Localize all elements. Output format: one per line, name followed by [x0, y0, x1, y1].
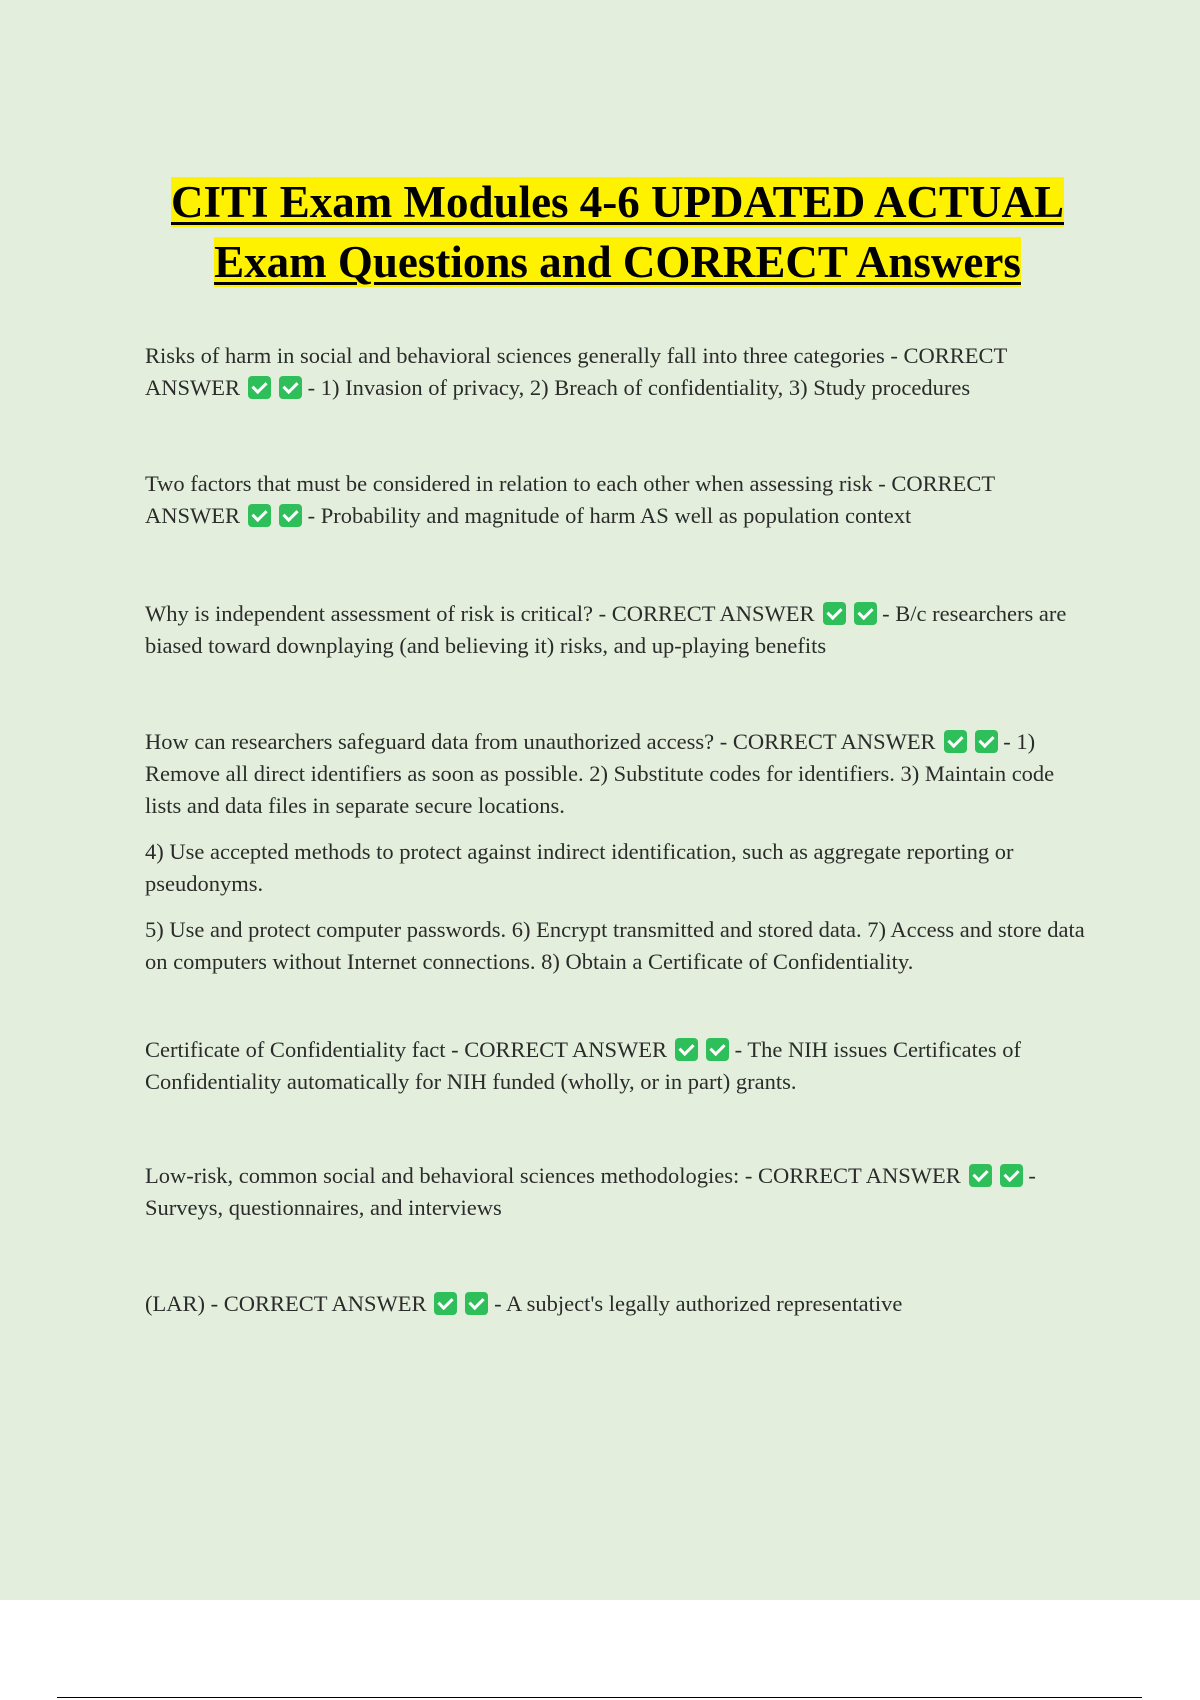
qa-paragraph — [145, 1034, 1090, 1098]
qa-continuation: 5) Use and protect computer passwords. 6) Encrypt transmitted and stored data. 7) Access and store data on computers without Internet connections. 8) Obtain a Certificate of Confidentiality. — [145, 917, 1085, 974]
document-title — [145, 172, 1090, 292]
answer-text: - Probability and magnitude of harm AS well as population context — [307, 503, 912, 528]
check-mark-icon — [944, 730, 967, 753]
check-mark-icon — [823, 602, 846, 625]
question-text: Risks of harm in social and behavioral sciences generally fall into three categories - CORRECT ANSWER — [145, 343, 1007, 400]
question-text: (LAR) - CORRECT ANSWER — [145, 1291, 427, 1316]
qa-item — [145, 1288, 1090, 1320]
qa-continuation: 4) Use accepted methods to protect against indirect identification, such as aggregate reporting or pseudonyms. — [145, 839, 1014, 896]
check-mark-icon — [248, 376, 271, 399]
qa-paragraph — [145, 1160, 1090, 1224]
qa-paragraph — [145, 1288, 1090, 1320]
check-mark-icon — [465, 1292, 488, 1315]
question-text: Two factors that must be considered in relation to each other when assessing risk - CORRECT ANSWER — [145, 471, 995, 528]
check-mark-icon — [1000, 1164, 1023, 1187]
answer-text: - B/c researchers are biased toward downplaying (and believing it) risks, and up-playing benefits — [145, 601, 1067, 658]
qa-paragraph — [145, 726, 1090, 822]
qa-item — [145, 340, 1090, 404]
check-mark-icon — [854, 602, 877, 625]
qa-item — [145, 598, 1090, 662]
question-text: Certificate of Confidentiality fact - CORRECT ANSWER — [145, 1037, 667, 1062]
check-mark-icon — [675, 1038, 698, 1061]
title-text: CITI Exam Modules 4-6 UPDATED ACTUAL Exam Questions and CORRECT Answers — [171, 177, 1064, 288]
qa-item — [145, 1034, 1090, 1098]
answer-text: - Surveys, questionnaires, and interviews — [145, 1163, 1036, 1220]
answer-text: - 1) Invasion of privacy, 2) Breach of confidentiality, 3) Study procedures — [307, 375, 971, 400]
answer-text: - 1) Remove all direct identifiers as soon as possible. 2) Substitute codes for identifiers. 3) Maintain code lists and data files in separate secure locations. — [145, 729, 1055, 818]
question-text: Why is independent assessment of risk is critical? - CORRECT ANSWER — [145, 601, 815, 626]
qa-paragraph — [145, 468, 1090, 532]
check-mark-icon — [969, 1164, 992, 1187]
footer-divider — [57, 1697, 1142, 1698]
answer-text: - A subject's legally authorized representative — [494, 1291, 903, 1316]
check-mark-icon — [248, 504, 271, 527]
question-text: How can researchers safeguard data from unauthorized access? - CORRECT ANSWER — [145, 729, 936, 754]
qa-item — [145, 468, 1090, 532]
check-mark-icon — [279, 376, 302, 399]
qa-item — [145, 726, 1090, 978]
check-mark-icon — [706, 1038, 729, 1061]
qa-paragraph — [145, 598, 1090, 662]
answer-text: - The NIH issues Certificates of Confidentiality automatically for NIH funded (wholly, or in part) grants. — [145, 1037, 1022, 1094]
qa-item — [145, 1160, 1090, 1224]
question-text: Low-risk, common social and behavioral sciences methodologies: - CORRECT ANSWER — [145, 1163, 961, 1188]
check-mark-icon — [279, 504, 302, 527]
check-mark-icon — [975, 730, 998, 753]
check-mark-icon — [434, 1292, 457, 1315]
qa-paragraph — [145, 340, 1090, 404]
